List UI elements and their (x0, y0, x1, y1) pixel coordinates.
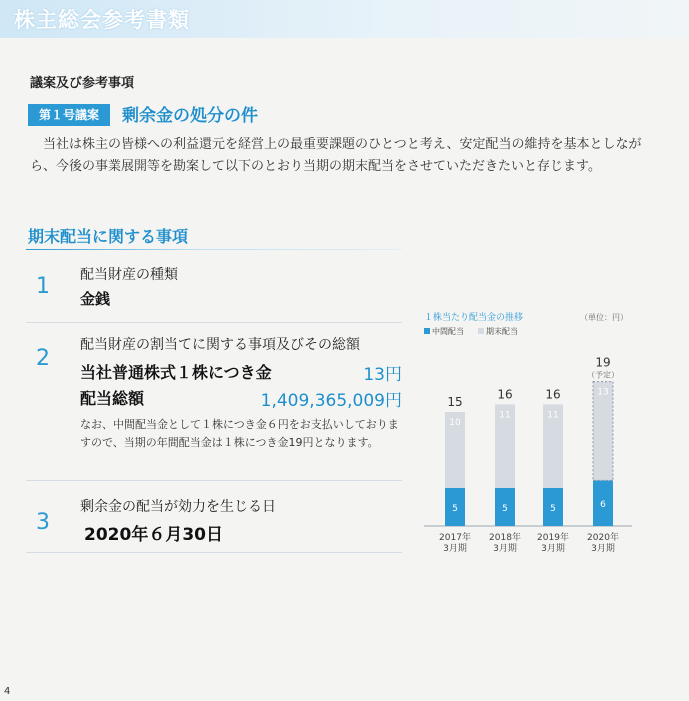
data-label-interim: 6 (600, 500, 606, 511)
item-number-1: 1 (36, 274, 50, 299)
data-label-yearend: 11 (547, 410, 559, 421)
interim-dividend-note: なお、中間配当金として１株につき金６円をお支払いしておりますので、当期の年間配当金は１株につき金19円となります。 (80, 418, 399, 449)
data-label-total: 15 (447, 395, 463, 409)
x-tick-label: 3月期 (591, 544, 615, 554)
data-label-total: 16 (545, 387, 561, 402)
intro-paragraph: 当社は株主の皆様への利益還元を経営上の最重要課題のひとつと考え、安定配当の維持を基本としながら、今後の事業展開等を勘案して以下のとおり当期の期末配当をさせていただきたいと存じます。 (30, 137, 642, 174)
data-label-yearend: 10 (449, 418, 461, 428)
total-value: 1,409,365,009円 (260, 391, 402, 411)
item-value-3: 2020年６月30日 (84, 525, 223, 545)
legend-label-yearend: 期末配当 (486, 327, 518, 336)
x-tick-label: 2017年 (439, 533, 471, 543)
x-tick-label: 2020年 (587, 533, 619, 543)
x-tick-label: 3月期 (541, 544, 565, 554)
per-share-value: 13円 (363, 365, 402, 385)
page-number: 4 (4, 686, 11, 697)
data-label-total: 19 (595, 355, 611, 370)
x-tick-label: 2018年 (489, 533, 521, 543)
data-label-interim: 5 (452, 504, 458, 514)
x-tick-label: 3月期 (443, 544, 467, 554)
proposal-badge: 第１号議案 (28, 104, 110, 126)
chart-unit: （単位：円） (580, 313, 628, 322)
dividend-subhead: 期末配当に関する事項 (28, 227, 189, 246)
per-share-label: 当社普通株式１株につき金 (80, 363, 272, 382)
item-label-3: 剰余金の配当が効力を生じる日 (80, 499, 276, 515)
item-value-1: 金銭 (80, 290, 111, 308)
data-label-interim: 5 (550, 504, 556, 514)
item-label-2: 配当財産の割当てに関する事項及びその総額 (80, 337, 360, 353)
x-tick-label: 3月期 (493, 544, 517, 554)
data-label-interim: 5 (502, 504, 508, 514)
chart-title: １株当たり配当金の推移 (424, 313, 524, 323)
legend-label-interim: 中間配当 (432, 327, 464, 336)
proposal-title: 剰余金の処分の件 (122, 106, 258, 126)
forecast-label: （予定） (587, 370, 619, 380)
page-title: 株主総会参考書類 (14, 8, 190, 32)
item-number-2: 2 (36, 346, 50, 371)
data-label-yearend: 11 (499, 410, 511, 421)
x-tick-label: 2019年 (537, 533, 569, 543)
data-label-total: 16 (497, 387, 513, 402)
section-label: 議案及び参考事項 (30, 76, 135, 91)
data-label-yearend: 13 (597, 387, 609, 398)
total-label: 配当総額 (80, 389, 145, 408)
item-label-1: 配当財産の種類 (80, 267, 178, 283)
item-number-3: 3 (36, 510, 50, 535)
